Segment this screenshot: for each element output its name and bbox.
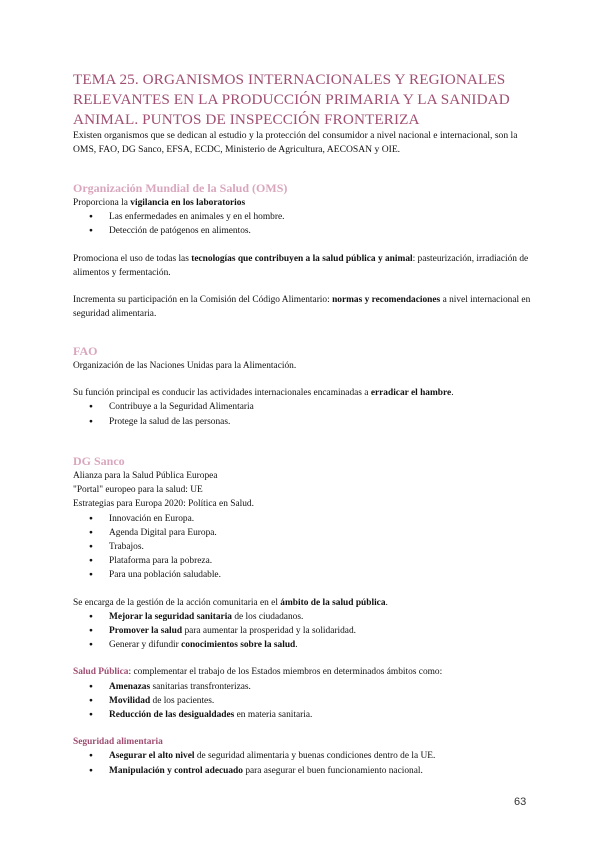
dg-sanco-line-2: "Portal" europeo para la salud: UE (73, 485, 203, 496)
list-item: ● Plataforma para la pobreza. (73, 554, 533, 568)
fao-section (73, 343, 533, 429)
dg-sanco-list-1 (73, 512, 533, 583)
list-item: ● Amenazas sanitarias transfronterizas. (73, 680, 533, 694)
seguridad-alimentaria-list (73, 749, 533, 777)
list-item: ● Detección de patógenos en alimentos. (73, 224, 533, 238)
dg-sanco-paragraph: Se encarga de la gestión de la acción comunitaria en el ámbito de la salud pública. (73, 597, 388, 608)
page-number: 63 (514, 796, 527, 808)
dg-sanco-list-2 (73, 610, 533, 653)
list-item: ● Contribuye a la Seguridad Alimentaria (73, 400, 533, 414)
oms-paragraph-3: Incrementa su participación en la Comisión del Código Alimentario: normas y recomendaciones a nivel internacional en seguridad alimentaria. (73, 295, 531, 320)
dg-sanco-section (73, 453, 533, 778)
list-item: ● Asegurar el alto nivel de seguridad alimentaria y buenas condiciones dentro de la UE. (73, 749, 533, 763)
oms-section (73, 180, 533, 321)
dg-sanco-line-1: Alianza para la Salud Pública Europea (73, 471, 218, 481)
list-item: ● Generar y difundir conocimientos sobre la salud. (73, 638, 533, 652)
list-item: ● Promover la salud para aumentar la prosperidad y la solidaridad. (73, 624, 533, 638)
fao-list (73, 400, 533, 428)
list-item: ● Para una población saludable. (73, 568, 533, 582)
list-item: ● Innovación en Europa. (73, 512, 533, 526)
page-title: TEMA 25. ORGANISMOS INTERNACIONALES Y REGIONALES RELEVANTES EN LA PRODUCCIÓN PRIMARIA Y LA SANIDAD ANIMAL. PUNTOS DE INSPECCIÓN FRONTERIZA (73, 71, 510, 128)
salud-publica-label: Salud Pública (73, 667, 129, 678)
list-item: ● Agenda Digital para Europa. (73, 526, 533, 540)
dg-sanco-heading: DG Sanco (73, 454, 125, 468)
dg-sanco-line-3: Estrategias para Europa 2020: Política en Salud. (73, 499, 254, 510)
oms-heading: Organización Mundial de la Salud (OMS) (73, 181, 288, 195)
list-item: ● Movilidad de los pacientes. (73, 694, 533, 708)
fao-paragraph-1: Organización de las Naciones Unidas para la Alimentación. (73, 361, 297, 371)
seguridad-alimentaria-heading: Seguridad alimentaria (73, 737, 163, 748)
list-item: ● Mejorar la seguridad sanitaria de los ciudadanos. (73, 610, 533, 624)
fao-heading: FAO (73, 344, 98, 358)
salud-publica-list (73, 680, 533, 723)
list-item: ● Manipulación y control adecuado para asegurar el buen funcionamiento nacional. (73, 764, 533, 778)
fao-paragraph-2: Su función principal es conducir las actividades internacionales encaminadas a erradicar el hambre. (73, 388, 454, 399)
oms-list-1 (73, 210, 533, 238)
salud-publica-paragraph: Salud Pública: complementar el trabajo de los Estados miembros en determinados ámbitos como: (73, 667, 443, 678)
oms-paragraph-1: Proporciona la vigilancia en los laboratorios (73, 198, 246, 208)
oms-paragraph-2: Promociona el uso de todas las tecnologías que contribuyen a la salud pública y animal: pasteurización, irradiación de alimentos y fermentación. (73, 253, 529, 278)
list-item: ● Las enfermedades en animales y en el hombre. (73, 210, 533, 224)
list-item: ● Protege la salud de las personas. (73, 415, 533, 429)
list-item: ● Reducción de las desigualdades en materia sanitaria. (73, 708, 533, 722)
list-item: ● Trabajos. (73, 540, 533, 554)
intro-paragraph: Existen organismos que se dedican al estudio y la protección del consumidor a nivel nacional e internacional, son la OMS, FAO, DG Sanco, EFSA, ECDC, Ministerio de Agricultura, AECOSAN y OIE. (73, 130, 518, 155)
